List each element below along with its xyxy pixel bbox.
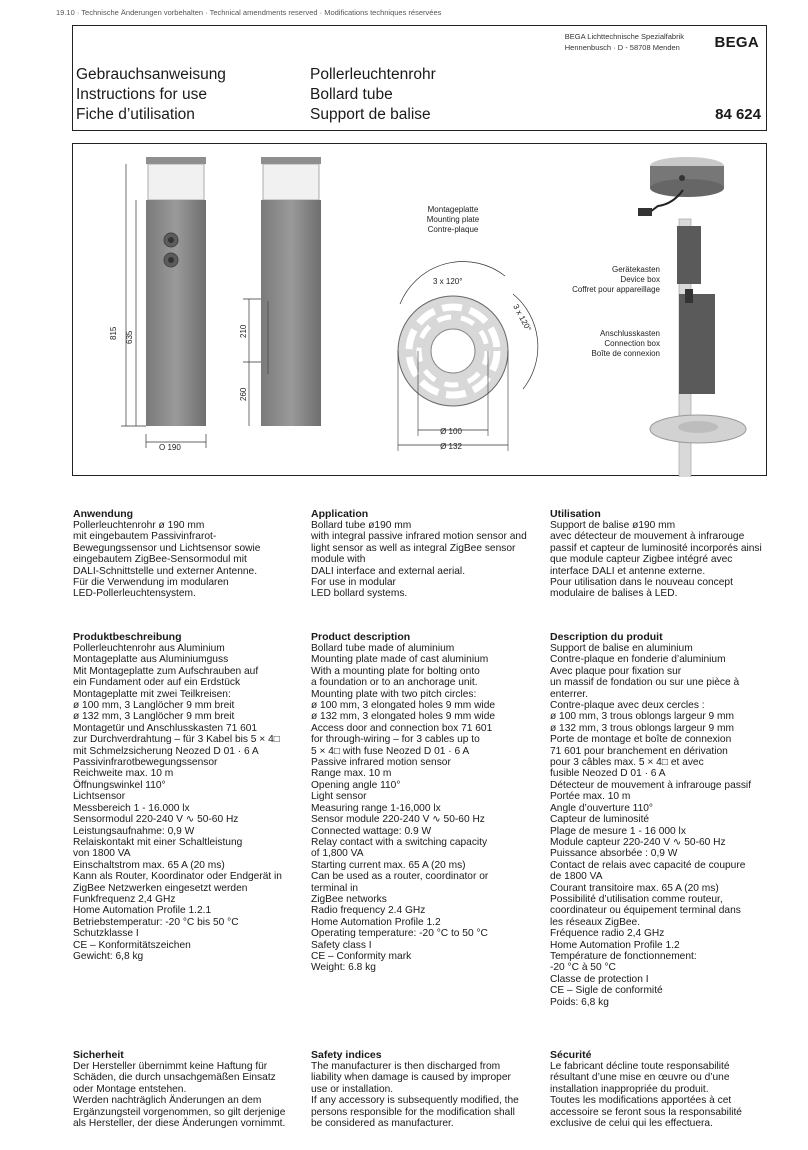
product-en: Bollard tube [310,86,393,103]
company-address [565,31,684,53]
technical-drawing [72,143,767,476]
dim-o190: O 190 [159,443,181,452]
safety-en [311,1049,539,1129]
section-text: Bollard tube ø190 mm with integral passive infrared motion sensor and light sensor as well as integral ZigBee sensor module with DALI interface and external aerial. For use in modular LED bollard systems. [311,520,527,600]
header-line: 19.10 · Technische Änderungen vorbehalten · Technical amendments reserved · Modifications techniques réservées [56,8,442,17]
description-fr [550,631,778,1008]
application-en [311,508,539,600]
section-heading: Anwendung [73,508,134,520]
description-de [73,631,301,962]
section-text: Support de balise en aluminium Contre-plaque en fonderie d’aluminium Avec plaque pour fixation sur un massif de fondation ou sur une pièce à enterrer. Contre-plaque avec deux cercles : ø 100 mm, 3 trous oblongs largeur 9 mm ø 132 mm, 3 trous oblongs largeur 9 mm Porte de montage et boîte de connexion 71 601 pour branchement en dérivation pour 3 câbles max. 5 × 4□ et avec fusible Neozed D 01 · 6 A Détecteur de mouvement à infrarouge passif Portée max. 10 m Angle d’ouverture 110° Capteur de luminosité Plage de mesure 1 - 16 000 lx Module capteur 220-240 V ∿ 50-60 Hz Puissance absorbée : 0,9 W Contact de relais avec capacité de coupure de 1800 VA Courant transitoire max. 65 A (20 ms) Possibilité d’utilisation comme routeur, coordinateur ou équipement terminal dans les réseaux ZigBee. Fréquence radio 2,4 GHz Home Automation Profile 1.2 Température de fonctionnement: -20 °C à 50 °C Classe de protection I CE – Sigle de conformité Poids: 6,8 kg [550,643,752,1008]
title-en: Instructions for use [76,86,207,103]
section-text: Pollerleuchtenrohr aus Aluminium Montageplatte aus Aluminiumguss Mit Montageplatte zum Aufschrauben auf ein Fundament oder auf ein Erdstück Montageplatte mit zwei Teilkreisen: ø 100 mm, 3 Langlöcher 9 mm breit ø 132 mm, 3 Langlöcher 9 mm breit Montagetür und Anschlusskasten 71 601 zur Durchverdrahtung – für 3 Kabel bis 5 × 4□ mit Schmelzsicherung Neozed D 01 · 6 A Passivinfrarotbewegungssensor Reichweite max. 10 m Öffnungswinkel 110° Lichtsensor Messbereich 1 - 16.000 lx Sensormodul 220-240 V ∿ 50-60 Hz Leistungsaufnahme: 0,9 W Relaiskontakt mit einer Schaltleistung von 1800 VA Einschaltstrom max. 65 A (20 ms) Kann als Router, Koordinator oder Endgerät in ZigBee Netzwerken eingesetzt werden Funkfrequenz 2,4 GHz Home Automation Profile 1.2.1 Betriebstemperatur: -20 °C bis 50 °C Schutzklasse I CE – Konformitätszeichen Gewicht: 6,8 kg [73,643,282,962]
dim-815: 815 [109,326,118,340]
article-number: 84 624 [715,106,761,123]
company-city: Hennenbusch · D - 58708 Menden [564,43,680,52]
safety-de [73,1049,301,1129]
device-box-de: Gerätekasten [611,265,660,274]
safety-fr [550,1049,778,1129]
connection-box-de: Anschlusskasten [599,329,660,338]
assembly-view [572,157,746,477]
dim-635: 635 [125,330,134,344]
mounting-plate [398,205,538,451]
drawing-svg [73,144,768,477]
description-en [311,631,539,974]
plate-label-fr: Contre-plaque [427,225,479,234]
section-heading: Product description [311,631,411,643]
section-heading: Utilisation [550,508,601,520]
section-text: Pollerleuchtenrohr ø 190 mm mit eingebautem Passivinfrarot- Bewegungssensor und Lichtsensor sowie eingebautem ZigBee-Sensormodul mit DALI-Schnittstelle und externer Antenne. Für die Verwendung im modularen LED-Pollerleuchtensystem. [73,520,261,600]
product-de: Pollerleuchtenrohr [310,66,436,83]
section-text: Support de balise ø190 mm avec détecteur de mouvement à infrarouge passif et capteur de luminosité incorporés ainsi que module capteur Zigbee intégré avec interface DALI et antenne externe. Pour utilisation dans le nouveau concept modulaire de balises à LED. [550,520,762,600]
title-fr: Fiche d’utilisation [76,106,195,123]
titles-left [76,65,226,125]
section-heading: Sécurité [550,1049,592,1061]
dim-260: 260 [239,387,248,401]
section-heading: Application [311,508,369,520]
device-box-fr: Coffret pour appareillage [572,285,660,294]
section-text: Der Hersteller übernimmt keine Haftung für Schäden, die durch unsachgemäßen Einsatz oder Montage entstehen. Werden nachträglich Änderungen an dem Ergänzungsteil vorgenommen, so gilt derjenige als Hersteller, der diese Änderungen vornimmt. [73,1061,286,1130]
brand-logo: BEGA [714,34,759,51]
section-heading: Sicherheit [73,1049,124,1061]
title-de: Gebrauchsanweisung [76,66,226,83]
title-block [72,25,767,131]
section-heading: Safety indices [311,1049,382,1061]
connection-box-en: Connection box [604,339,660,348]
section-text: The manufacturer is then discharged from liability when damage is caused by improper use or installation. If any accessory is subsequently modified, the persons responsible for the modification shall be considered as manufacturer. [311,1061,519,1130]
bollard-side-view [239,157,321,426]
dim-210: 210 [239,324,248,338]
plate-label-en: Mounting plate [426,215,480,224]
product-fr: Support de balise [310,106,431,123]
application-de [73,508,301,600]
device-box-en: Device box [620,275,660,284]
section-text: Bollard tube made of aluminium Mounting plate made of cast aluminium With a mounting plate for bolting onto a foundation or to an anchorage unit. Mounting plate with two pitch circles: ø 100 mm, 3 elongated holes 9 mm wide ø 132 mm, 3 elongated holes 9 mm wide Access door and connection box 71 601 for through-wiring – for 3 cables up to 5 × 4□ with fuse Neozed D 01 · 6 A Passive infrared motion sensor Range max. 10 m Opening angle 110° Light sensor Measuring range 1-16,000 lx Sensor module 220-240 V ∿ 50-60 Hz Connected wattage: 0.9 W Relay contact with a switching capacity of 1,800 VA Starting current max. 65 A (20 ms) Can be used as a router, coordinator or terminal in ZigBee networks Radio frequency 2.4 GHz Home Automation Profile 1.2 Operating temperature: -20 °C to 50 °C Safety class I CE – Conformity mark Weight: 6.8 kg [311,643,496,974]
dia-132: Ø 132 [440,442,462,451]
section-heading: Produktbeschreibung [73,631,182,643]
bollard-front-view [109,157,206,452]
angle-label-2: 3 x 120° [511,302,534,333]
titles-right [310,65,436,125]
plate-label-de: Montageplatte [427,205,479,214]
angle-label-1: 3 x 120° [433,277,463,286]
dia-100: Ø 100 [440,427,462,436]
section-heading: Description du produit [550,631,663,643]
connection-box-fr: Boîte de connexion [591,349,660,358]
company-name: BEGA Lichttechnische Spezialfabrik [564,32,684,41]
section-text: Le fabricant décline toute responsabilité résultant d’une mise en œuvre ou d’une installation inappropriée du produit. Toutes les modifications apportées à cet accessoire se feront sous la responsabilité exclusive de celui qui les effectuera. [550,1061,742,1130]
application-fr [550,508,778,600]
